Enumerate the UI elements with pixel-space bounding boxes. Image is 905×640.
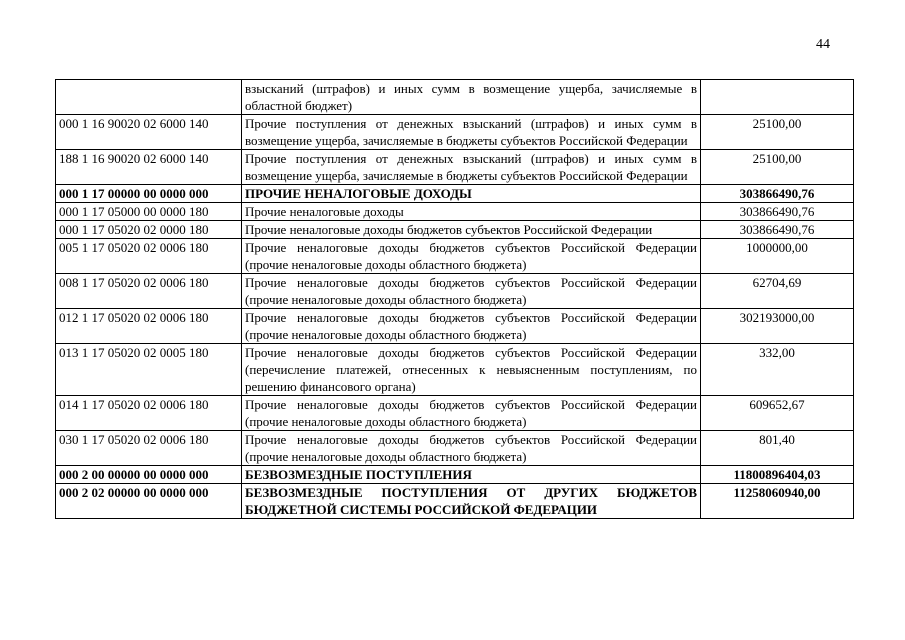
table-row [56, 115, 854, 150]
table-row [56, 484, 854, 519]
revenue-name-cell: БЕЗВОЗМЕЗДНЫЕ ПОСТУПЛЕНИЯ [242, 466, 701, 484]
budget-code-cell [56, 80, 242, 115]
amount-cell: 302193000,00 [701, 309, 854, 344]
budget-code-cell: 030 1 17 05020 02 0006 180 [56, 431, 242, 466]
budget-code-cell: 013 1 17 05020 02 0005 180 [56, 344, 242, 396]
budget-code-cell: 005 1 17 05020 02 0006 180 [56, 239, 242, 274]
budget-code-cell: 000 2 02 00000 00 0000 000 [56, 484, 242, 519]
table-row [56, 239, 854, 274]
budget-code-cell: 188 1 16 90020 02 6000 140 [56, 150, 242, 185]
revenue-name-cell: Прочие поступления от денежных взысканий (штрафов) и иных сумм в возмещение ущерба, зачисляемые в бюджеты субъектов Российской Федерации [242, 150, 701, 185]
revenue-name-cell: взысканий (штрафов) и иных сумм в возмещение ущерба, зачисляемые в областной бюджет) [242, 80, 701, 115]
table-row [56, 309, 854, 344]
revenue-table [55, 79, 854, 519]
page-number: 44 [816, 37, 830, 52]
revenue-name-cell: Прочие неналоговые доходы бюджетов субъектов Российской Федерации (прочие неналоговые доходы областного бюджета) [242, 309, 701, 344]
amount-cell: 25100,00 [701, 150, 854, 185]
budget-code-cell: 014 1 17 05020 02 0006 180 [56, 396, 242, 431]
table-row [56, 80, 854, 115]
table-row [56, 221, 854, 239]
amount-cell: 609652,67 [701, 396, 854, 431]
table-body [56, 80, 854, 519]
amount-cell: 1000000,00 [701, 239, 854, 274]
revenue-name-cell: Прочие неналоговые доходы [242, 203, 701, 221]
table-row [56, 150, 854, 185]
amount-cell: 11800896404,03 [701, 466, 854, 484]
amount-cell: 332,00 [701, 344, 854, 396]
revenue-name-cell: Прочие неналоговые доходы бюджетов субъектов Российской Федерации (прочие неналоговые доходы областного бюджета) [242, 274, 701, 309]
table-row [56, 203, 854, 221]
table-row [56, 466, 854, 484]
amount-cell: 303866490,76 [701, 221, 854, 239]
amount-cell: 303866490,76 [701, 185, 854, 203]
revenue-name-cell: Прочие неналоговые доходы бюджетов субъектов Российской Федерации [242, 221, 701, 239]
amount-cell: 62704,69 [701, 274, 854, 309]
budget-code-cell: 012 1 17 05020 02 0006 180 [56, 309, 242, 344]
budget-code-cell: 000 2 00 00000 00 0000 000 [56, 466, 242, 484]
revenue-name-cell: Прочие поступления от денежных взысканий (штрафов) и иных сумм в возмещение ущерба, зачисляемые в бюджеты субъектов Российской Федерации [242, 115, 701, 150]
table-row [56, 185, 854, 203]
amount-cell: 25100,00 [701, 115, 854, 150]
amount-cell: 303866490,76 [701, 203, 854, 221]
budget-code-cell: 008 1 17 05020 02 0006 180 [56, 274, 242, 309]
amount-cell [701, 80, 854, 115]
revenue-name-cell: Прочие неналоговые доходы бюджетов субъектов Российской Федерации (прочие неналоговые доходы областного бюджета) [242, 431, 701, 466]
budget-code-cell: 000 1 16 90020 02 6000 140 [56, 115, 242, 150]
revenue-name-cell: Прочие неналоговые доходы бюджетов субъектов Российской Федерации (перечисление платежей, отнесенных к невыясненным поступлениям, по решению финансового органа) [242, 344, 701, 396]
table-row [56, 274, 854, 309]
revenue-name-cell: Прочие неналоговые доходы бюджетов субъектов Российской Федерации (прочие неналоговые доходы областного бюджета) [242, 239, 701, 274]
budget-code-cell: 000 1 17 05020 02 0000 180 [56, 221, 242, 239]
table-row [56, 344, 854, 396]
table-row [56, 431, 854, 466]
budget-code-cell: 000 1 17 00000 00 0000 000 [56, 185, 242, 203]
amount-cell: 11258060940,00 [701, 484, 854, 519]
budget-code-cell: 000 1 17 05000 00 0000 180 [56, 203, 242, 221]
table-row [56, 396, 854, 431]
revenue-name-cell: ПРОЧИЕ НЕНАЛОГОВЫЕ ДОХОДЫ [242, 185, 701, 203]
revenue-name-cell: БЕЗВОЗМЕЗДНЫЕ ПОСТУПЛЕНИЯ ОТ ДРУГИХ БЮДЖЕТОВ БЮДЖЕТНОЙ СИСТЕМЫ РОССИЙСКОЙ ФЕДЕРАЦИИ [242, 484, 701, 519]
revenue-name-cell: Прочие неналоговые доходы бюджетов субъектов Российской Федерации (прочие неналоговые доходы областного бюджета) [242, 396, 701, 431]
amount-cell: 801,40 [701, 431, 854, 466]
